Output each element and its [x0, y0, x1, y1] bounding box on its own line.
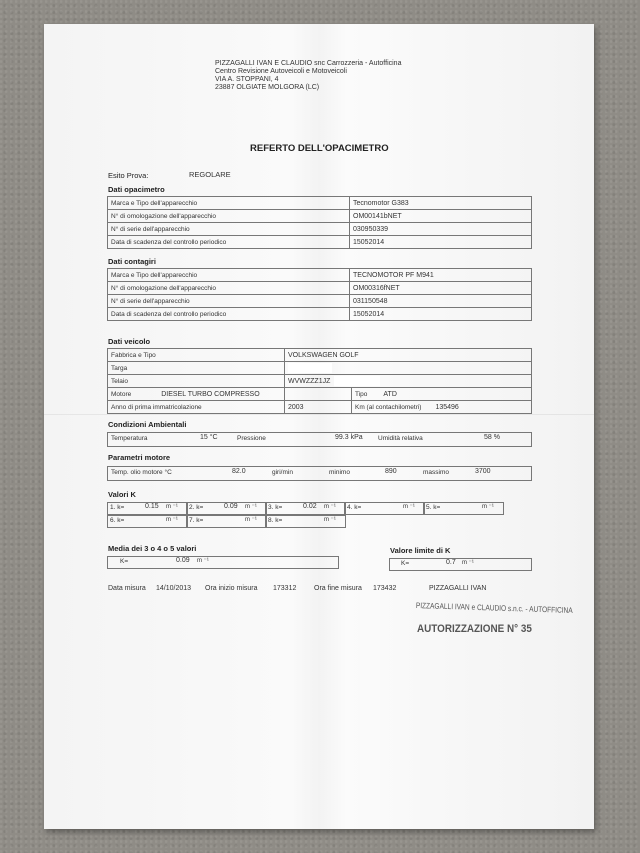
temp-label: Temperatura: [111, 435, 148, 442]
table-row: Anno di prima immatricolazione 2003 Km (al contachilometri) 135496: [108, 401, 532, 414]
header-line-3: VIA A. STOPPANI, 4: [215, 76, 279, 83]
k-cell-label: 2. k=: [189, 504, 204, 511]
redacted-vin: [334, 376, 380, 386]
k-cell-unit: m ⁻¹: [482, 504, 494, 510]
media-heading: Media dei 3 o 4 o 5 valori: [108, 544, 197, 553]
table-row: Fabbrica e Tipo VOLKSWAGEN GOLF: [108, 349, 532, 362]
max-value: 3700: [475, 468, 491, 475]
data-misura-label: Data misura: [108, 585, 146, 592]
limite-k-value: 0.7: [446, 559, 456, 566]
umid-label: Umidità relativa: [378, 435, 423, 442]
max-label: massimo: [423, 469, 450, 476]
temp-value: 15 °C: [200, 434, 218, 441]
k-cell-unit: m ⁻¹: [245, 517, 257, 523]
media-k-unit: m ⁻¹: [197, 558, 209, 564]
k-cell-unit: m ⁻¹: [403, 504, 415, 510]
table-row: Data di scadenza del controllo periodico 15052014: [108, 308, 532, 321]
stamp-company: PIZZAGALLI IVAN e CLAUDIO s.n.c. - AUTOFFICINA: [415, 601, 573, 616]
table-row: Marca e Tipo dell'apparecchio TECNOMOTOR PF M941: [108, 269, 532, 282]
table-row: Telaio WVWZZZ1JZ: [108, 375, 532, 388]
valori-heading: Valori K: [108, 490, 136, 499]
header-line-4: 23887 OLGIATE MOLGORA (LC): [215, 84, 320, 91]
table-row: Data di scadenza del controllo periodico 15052014: [108, 236, 532, 249]
veicolo-heading: Dati veicolo: [108, 337, 151, 346]
header-line-1: PIZZAGALLI IVAN E CLAUDIO snc Carrozzeria - Autofficina: [215, 60, 402, 67]
press-value: 99.3 kPa: [335, 434, 363, 441]
veicolo-table: [107, 348, 532, 414]
table-row: Motore DIESEL TURBO COMPRESSO Tipo ATD: [108, 388, 532, 401]
table-row: N° di omologazione dell'apparecchio OM00316fNET: [108, 282, 532, 295]
ora-inizio-label: Ora inizio misura: [205, 585, 258, 592]
table-row: N° di serie dell'apparecchio 031150548: [108, 295, 532, 308]
opacimetro-heading: Dati opacimetro: [108, 185, 165, 194]
limite-box: [389, 558, 532, 571]
condizioni-heading: Condizioni Ambientali: [108, 420, 187, 429]
ora-inizio-value: 173312: [273, 585, 297, 592]
ora-fine-label: Ora fine misura: [314, 585, 362, 592]
table-row: N° di omologazione dell'apparecchio OM00141bNET: [108, 210, 532, 223]
k-cell-label: 7. k=: [189, 517, 204, 524]
limite-heading: Valore limite di K: [390, 546, 451, 555]
k-cell-value: 0.15: [145, 503, 159, 510]
oil-temp-label: Temp. olio motore °C: [111, 469, 172, 476]
header-line-2: Centro Revisione Autoveicoli e Motoveicoli: [215, 68, 347, 75]
k-cell-unit: m ⁻¹: [324, 517, 336, 523]
k-cell-unit: m ⁻¹: [245, 504, 257, 510]
limite-k-label: K=: [401, 560, 410, 567]
fold-line: [44, 414, 594, 415]
operatore-name: PIZZAGALLI IVAN: [429, 585, 487, 592]
parametri-heading: Parametri motore: [108, 453, 171, 462]
k-cell-label: 5. k=: [426, 504, 441, 511]
k-cell-label: 1. k=: [110, 504, 125, 511]
umid-value: 58 %: [484, 434, 500, 441]
oil-temp-value: 82.0: [232, 468, 246, 475]
min-value: 890: [385, 468, 397, 475]
contagiri-table: [107, 268, 532, 321]
condizioni-box: [107, 432, 532, 447]
k-cell-label: 6. k=: [110, 517, 125, 524]
k-cell-value: 0.09: [224, 503, 238, 510]
media-box: [107, 556, 339, 569]
rpm-label: giri/min: [272, 469, 293, 476]
esito-value: REGOLARE: [189, 170, 231, 179]
table-row: Targa: [108, 362, 532, 375]
stamp-authorization: AUTORIZZAZIONE N° 35: [417, 623, 532, 635]
k-cell-label: 3. k=: [268, 504, 283, 511]
media-k-label: K=: [120, 558, 129, 565]
media-k-value: 0.09: [176, 557, 190, 564]
press-label: Pressione: [237, 435, 266, 442]
opacimetro-table: [107, 196, 532, 249]
k-cell-value: 0.02: [303, 503, 317, 510]
report-sheet: [44, 24, 594, 829]
esito-label: Esito Prova:: [108, 171, 149, 180]
min-label: minimo: [329, 469, 350, 476]
k-cell-unit: m ⁻¹: [166, 517, 178, 523]
k-cell-label: 8. k=: [268, 517, 283, 524]
table-row: Marca e Tipo dell'apparecchio Tecnomotor G383: [108, 197, 532, 210]
table-row: N° di serie dell'apparecchio 030950339: [108, 223, 532, 236]
k-cell-unit: m ⁻¹: [324, 504, 336, 510]
ora-fine-value: 173432: [373, 585, 397, 592]
k-cell-unit: m ⁻¹: [166, 504, 178, 510]
limite-k-unit: m ⁻¹: [462, 560, 474, 566]
data-misura-value: 14/10/2013: [156, 585, 192, 592]
k-cell-label: 4. k=: [347, 504, 362, 511]
contagiri-heading: Dati contagiri: [108, 257, 156, 266]
redacted-plate: [288, 363, 332, 373]
page-title: REFERTO DELL'OPACIMETRO: [250, 143, 389, 154]
